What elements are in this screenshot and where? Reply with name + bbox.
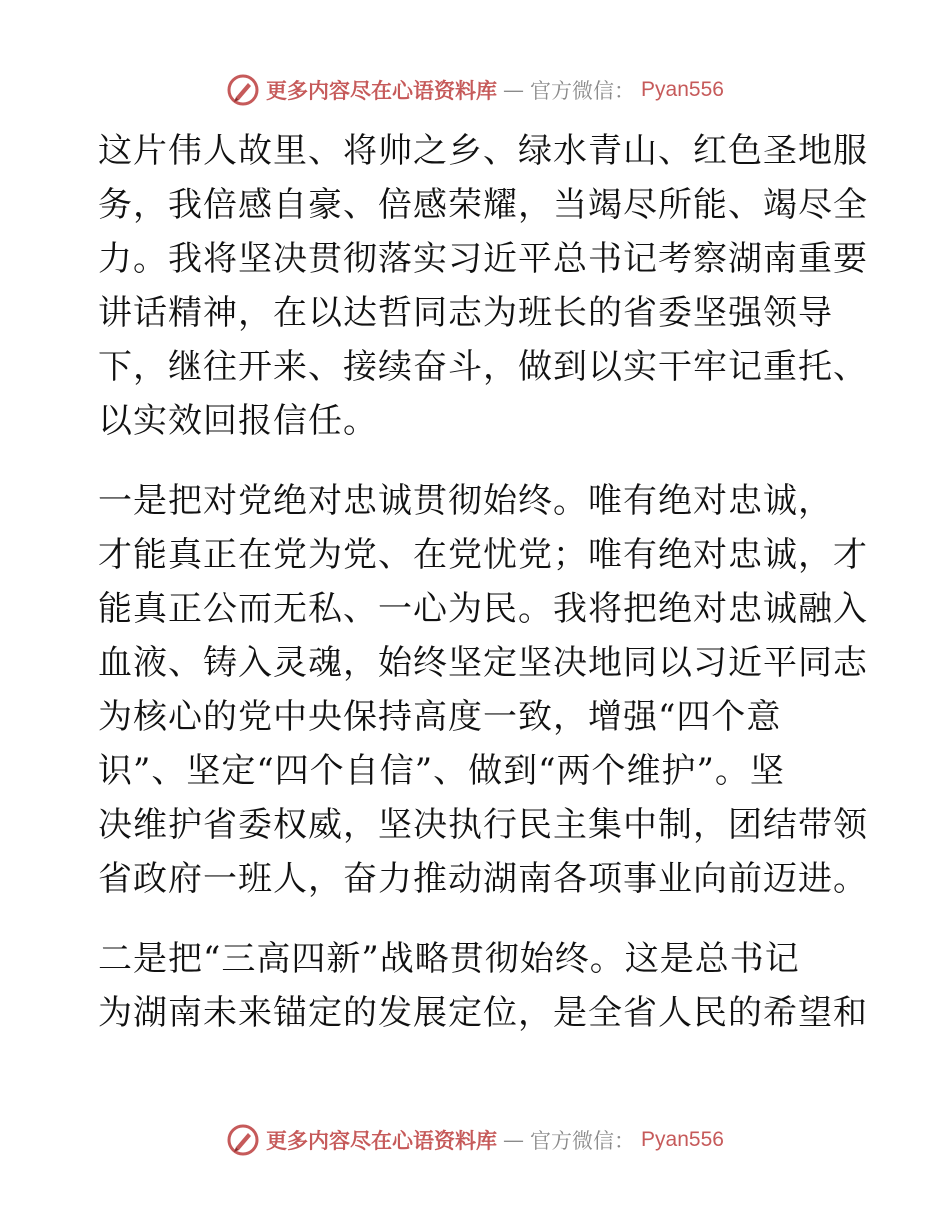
- text-line: 二是把“三高四新”战略贯彻始终。这是总书记: [98, 939, 800, 979]
- text-line: 务，我倍感自豪、倍感荣耀，当竭尽所能、竭尽全: [98, 185, 868, 225]
- text-line: 一是把对党绝对忠诚贯彻始终。唯有绝对忠诚，: [98, 481, 833, 521]
- text-line: 能真正公而无私、一心为民。我将把绝对忠诚融入: [98, 589, 868, 629]
- site-name: 更多内容尽在心语资料库: [266, 1128, 498, 1153]
- text-line: 为湖南未来锚定的发展定位，是全省人民的希望和: [98, 993, 868, 1033]
- text-line: 下，继往开来、接续奋斗，做到以实干牢记重托、: [98, 347, 868, 387]
- banner-dash: —: [503, 1128, 525, 1152]
- text-line: 省政府一班人，奋力推动湖南各项事业向前迈进。: [98, 859, 868, 899]
- text-line: 才能真正在党为党、在党忧党；唯有绝对忠诚，才: [98, 535, 868, 575]
- pen-logo-icon: [226, 73, 260, 107]
- banner-dash: —: [503, 78, 525, 102]
- header-watermark: [0, 70, 950, 110]
- text-line: 以实效回报信任。: [98, 401, 378, 441]
- paragraph: [98, 124, 868, 448]
- wechat-id: Pyan556: [641, 78, 724, 101]
- text-line: 力。我将坚决贯彻落实习近平总书记考察湖南重要: [98, 239, 868, 279]
- paragraph: [98, 932, 868, 1040]
- wechat-label: 官方微信：: [530, 79, 636, 103]
- text-line: 决维护省委权威，坚决执行民主集中制，团结带领: [98, 805, 868, 845]
- pen-logo-icon: [226, 1123, 260, 1157]
- text-line: 讲话精神，在以达哲同志为班长的省委坚强领导: [98, 293, 833, 333]
- text-line: 为核心的党中央保持高度一致，增强“四个意: [98, 697, 782, 737]
- footer-watermark: [0, 1120, 950, 1160]
- site-name: 更多内容尽在心语资料库: [266, 78, 498, 103]
- wechat-id: Pyan556: [641, 1128, 724, 1151]
- paragraph: [98, 474, 868, 906]
- document-body: [98, 124, 868, 1040]
- wechat-label: 官方微信：: [530, 1129, 636, 1153]
- text-line: 血液、铸入灵魂，始终坚定坚决地同以习近平同志: [98, 643, 868, 683]
- text-line: 识”、坚定“四个自信”、做到“两个维护”。坚: [98, 751, 785, 791]
- text-line: 这片伟人故里、将帅之乡、绿水青山、红色圣地服: [98, 131, 868, 171]
